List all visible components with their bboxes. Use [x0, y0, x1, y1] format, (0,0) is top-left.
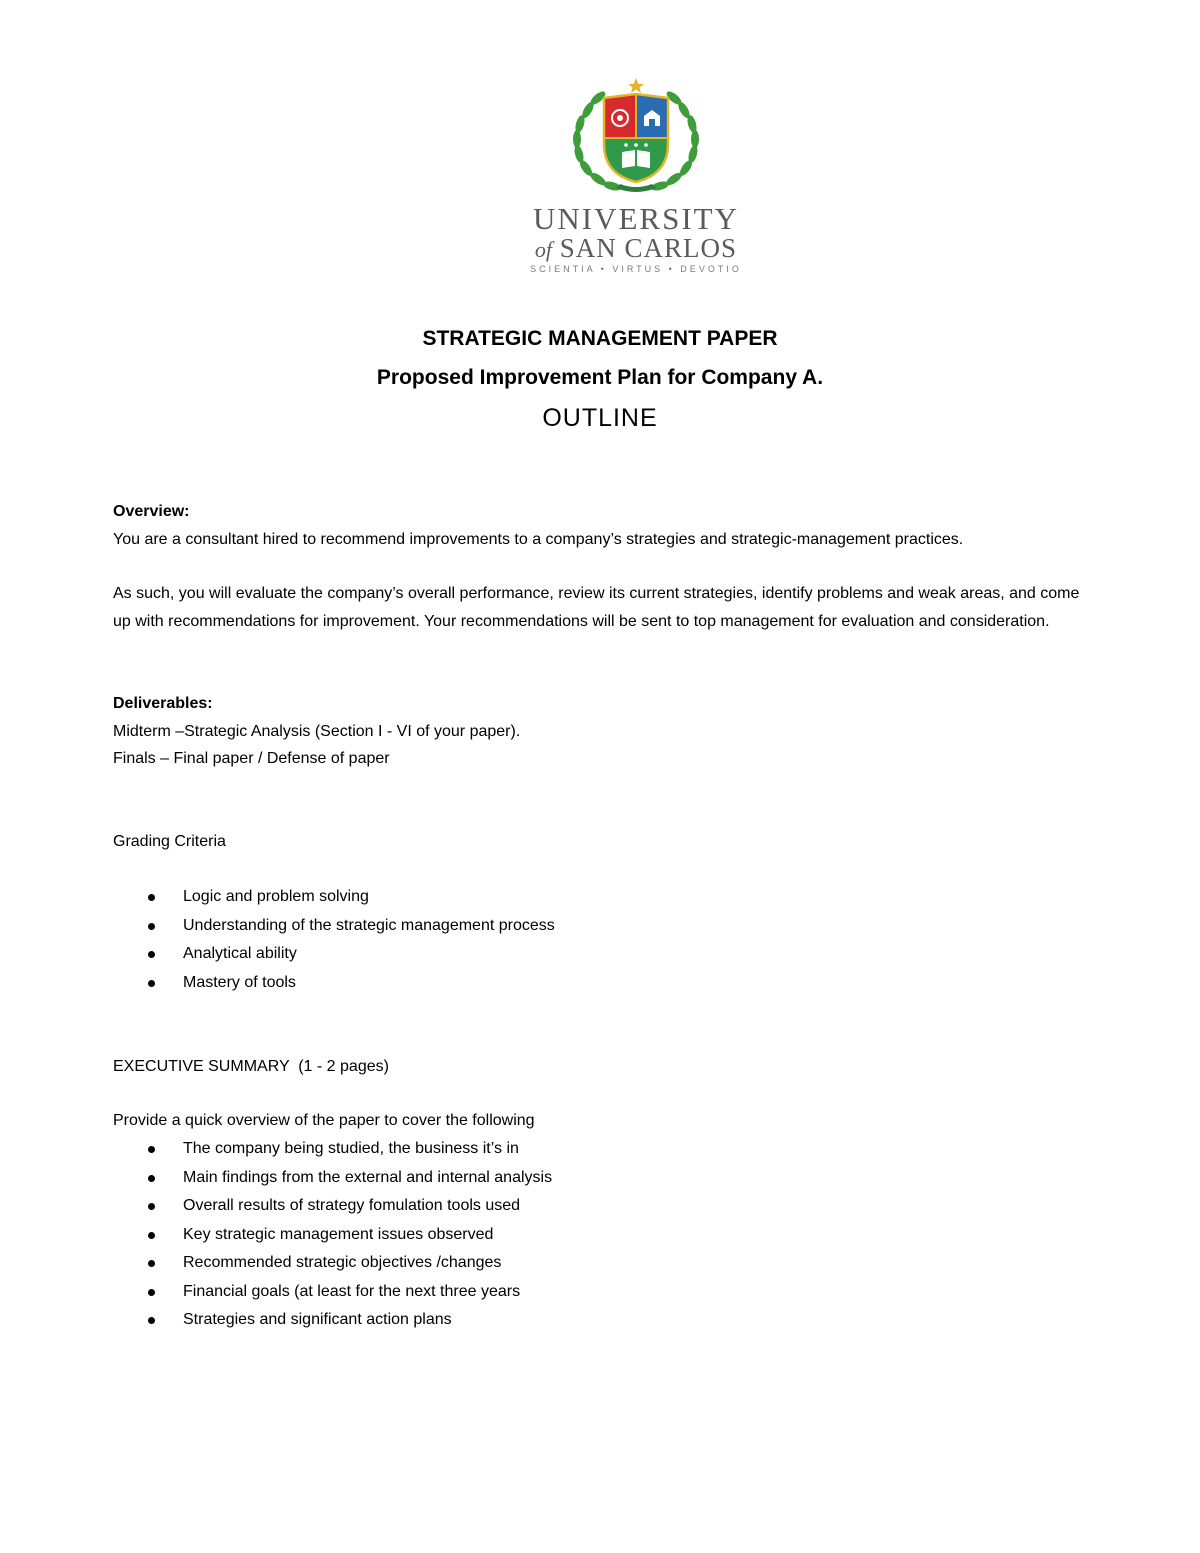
overview-heading: Overview: [113, 503, 190, 520]
bullet-icon [148, 1146, 155, 1153]
overview-paragraph-2-block [113, 580, 1098, 635]
bullet-icon [148, 951, 155, 958]
grading-heading: Grading Criteria [113, 833, 226, 850]
university-crest-icon [568, 78, 704, 196]
logo-of-text: of [534, 237, 553, 262]
deliverables-finals: Finals – Final paper / Defense of paper [113, 750, 390, 767]
logo-motto: SCIENTIA • VIRTUS • DEVOTIO [530, 264, 742, 274]
document-title: STRATEGIC MANAGEMENT PAPER [422, 327, 778, 350]
bullet-icon [148, 1289, 155, 1296]
list-item: Analytical ability [113, 940, 1093, 969]
bullet-icon [148, 923, 155, 930]
list-item: Understanding of the strategic management process [113, 912, 1093, 941]
deliverables-section [113, 690, 1093, 773]
executive-summary-heading: EXECUTIVE SUMMARY (1 - 2 pages) [113, 1058, 389, 1075]
deliverables-midterm: Midterm –Strategic Analysis (Section I - VI of your paper). [113, 722, 521, 740]
logo-university-text: UNIVERSITY [533, 201, 739, 236]
list-item: Logic and problem solving [113, 883, 1093, 912]
overview-paragraph-2: As such, you will evaluate the company’s overall performance, review its current strategies, identify problems and weak areas, and come up with recommendations for improvement. Your recommendations will be sent to top management for evaluation and consideration. [113, 585, 1080, 630]
document-subtitle: Proposed Improvement Plan for Company A. [376, 366, 824, 389]
grading-list [113, 883, 1093, 997]
executive-summary-intro-block [113, 1107, 1093, 1135]
university-logo [520, 78, 750, 278]
grading-section [113, 828, 1093, 856]
grading-list-block [113, 883, 1093, 997]
bullet-icon [148, 1232, 155, 1239]
logo-san-carlos-text [528, 232, 744, 266]
bullet-icon [148, 894, 155, 901]
list-item: Main findings from the external and internal analysis [113, 1164, 1093, 1193]
bullet-icon [148, 980, 155, 987]
bullet-icon [148, 1175, 155, 1182]
outline-heading: OUTLINE [542, 404, 658, 432]
list-item: Financial goals (at least for the next three years [113, 1278, 1093, 1307]
deliverables-heading: Deliverables: [113, 695, 213, 712]
bullet-icon [148, 1317, 155, 1324]
list-item: Recommended strategic objectives /changes [113, 1249, 1093, 1278]
executive-summary-list [113, 1135, 1093, 1335]
list-item: Key strategic management issues observed [113, 1221, 1093, 1250]
overview-section [113, 498, 1093, 553]
executive-summary-list-block [113, 1135, 1093, 1335]
logo-name-text: SAN CARLOS [559, 233, 738, 263]
bullet-icon [148, 1260, 155, 1267]
overview-paragraph-1: You are a consultant hired to recommend improvements to a company’s strategies and strategic-management practices. [113, 530, 964, 548]
executive-summary-intro: Provide a quick overview of the paper to cover the following [113, 1112, 535, 1129]
bullet-icon [148, 1203, 155, 1210]
list-item: Strategies and significant action plans [113, 1306, 1093, 1335]
list-item: The company being studied, the business it’s in [113, 1135, 1093, 1164]
list-item: Mastery of tools [113, 969, 1093, 998]
executive-summary-section [113, 1053, 1093, 1081]
list-item: Overall results of strategy fomulation tools used [113, 1192, 1093, 1221]
